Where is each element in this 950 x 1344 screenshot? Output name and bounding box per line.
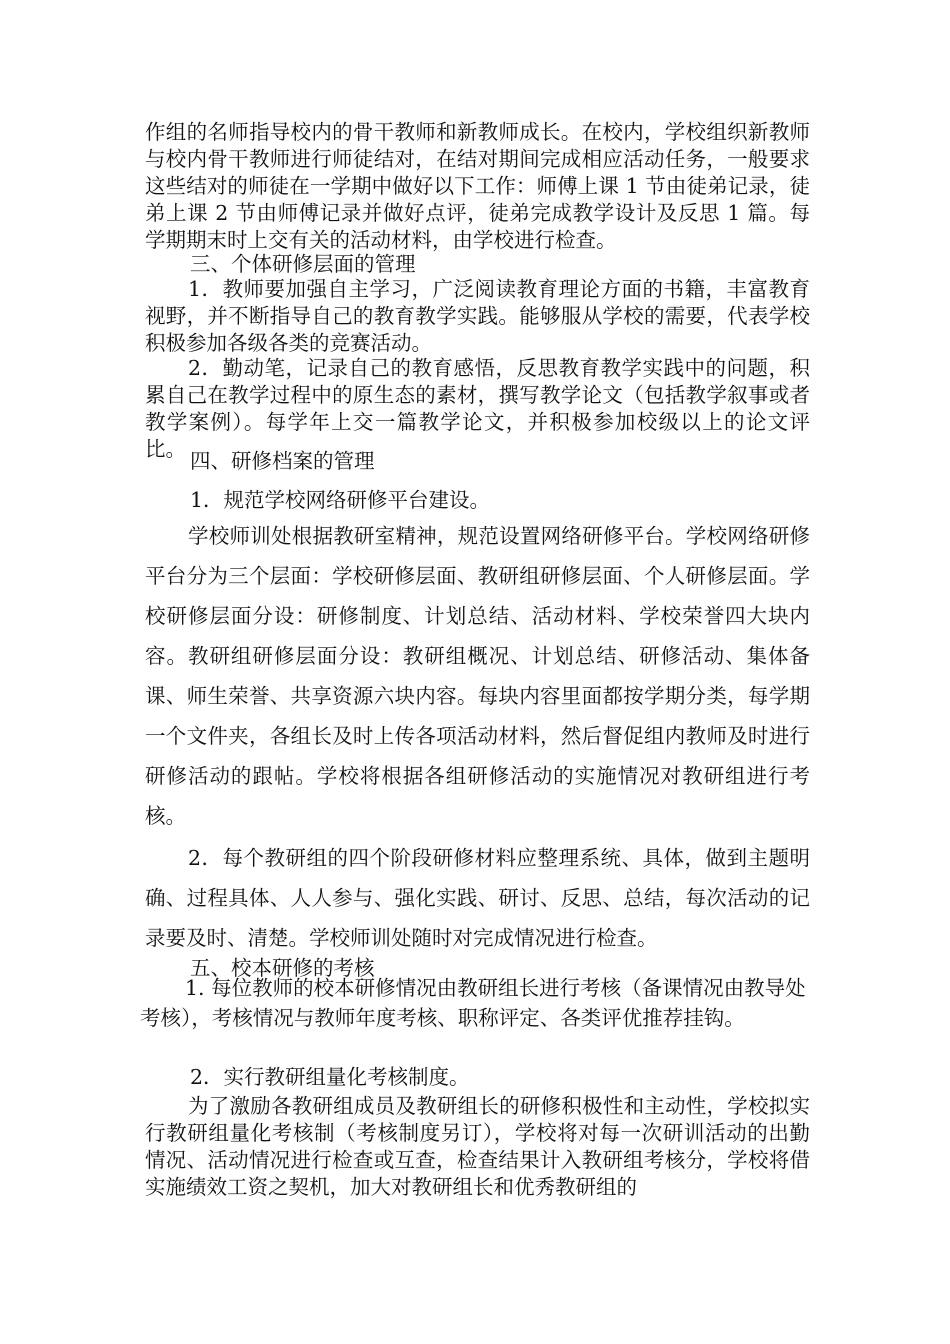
paragraph-5-2-body: 为了激励各教研组成员及教研组长的研修积极性和主动性，学校拟实行教研组量化考核制（考核制度另订），学校将对每一次研训活动的出勤情况、活动情况进行检查或互查，检查结果计入教研组考核分，学校将借实施绩效工资之契机，加大对教研组长和优秀教研组的: [145, 1094, 810, 1199]
paragraph-3-1: 1．教师要加强自主学习，广泛阅读教育理论方面的书籍，丰富教育视野，并不断指导自己的教育教学实践。能够服从学校的需要，代表学校积极参加各级各类的竞赛活动。: [145, 277, 810, 355]
paragraph-5-1: 1. 每位教师的校本研修情况由教研组长进行考核（备课情况由教导处考核），考核情况与教师年度考核、职称评定、各类评优推荐挂钩。: [140, 976, 806, 1030]
paragraph-3-2: 2．勤动笔，记录自己的教育感悟，反思教育教学实践中的问题，积累自己在教学过程中的原生态的素材，撰写教学论文（包括教学叙事或者教学案例）。每学年上交一篇教学论文，并积极参加校级以上的论文评比。: [145, 356, 810, 461]
paragraph-4-1-body: 学校师训处根据教研室精神，规范设置网络研修平台。学校网络研修平台分为三个层面：学校研修层面、教研组研修层面、个人研修层面。学校研修层面分设：研修制度、计划总结、活动材料、学校荣誉四大块内容。教研组研修层面分设：教研组概况、计划总结、研修活动、集体备课、师生荣誉、共享资源六块内容。每块内容里面都按学期分类，每学期一个文件夹，各组长及时上传各项活动材料，然后督促组内教师及时进行研修活动的跟帖。学校将根据各组研修活动的实施情况对教研组进行考核。: [145, 524, 810, 828]
heading-section-3: 三、个体研修层面的管理: [190, 252, 416, 276]
heading-section-4: 四、研修档案的管理: [190, 449, 375, 473]
paragraph-5-2-title: 2．实行教研组量化考核制度。: [190, 1065, 470, 1089]
heading-section-5: 五、校本研修的考核: [190, 956, 375, 980]
paragraph-4-2: 2．每个教研组的四个阶段研修材料应整理系统、具体，做到主题明确、过程具体、人人参与、强化实践、研讨、反思、总结，每次活动的记录要及时、清楚。学校师训处随时对完成情况进行检查。: [145, 846, 810, 950]
paragraph-mentoring: 作组的名师指导校内的骨干教师和新教师成长。在校内，学校组织新教师与校内骨干教师进行师徒结对，在结对期间完成相应活动任务，一般要求这些结对的师徒在一学期中做好以下工作：师傅上课 1 节由徒弟记录，徒弟上课 2 节由师傅记录并做好点评，徒弟完成教学设计及反思 1 篇。每学期期末时上交有关的活动材料，由学校进行检查。: [145, 120, 810, 252]
paragraph-4-1-title: 1．规范学校网络研修平台建设。: [190, 488, 491, 512]
